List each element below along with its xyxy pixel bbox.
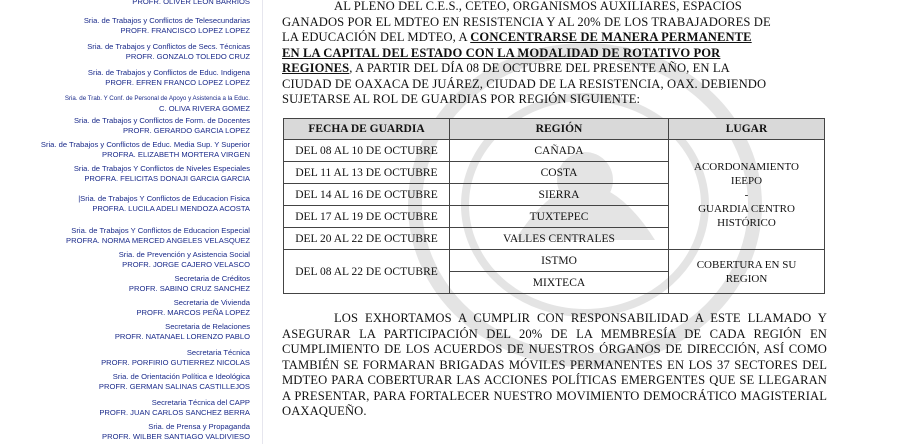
sidebar-entry-name: PROFRA. ELIZABETH MORTERA VIRGEN xyxy=(102,150,250,159)
sidebar-entry-name: PROFR. FRANCISCO LOPEZ LOPEZ xyxy=(120,26,250,35)
sidebar-entry xyxy=(10,372,250,392)
fecha-cell: DEL 20 AL 22 DE OCTUBRE xyxy=(284,228,450,250)
sidebar-entry-name: PROFR. GERARDO GARCIA LOPEZ xyxy=(122,126,250,135)
sidebar-entry-name: PROFR. SABINO CRUZ SANCHEZ xyxy=(128,284,250,293)
column-header: REGIÓN xyxy=(450,119,669,140)
sidebar-entry xyxy=(10,164,250,184)
sidebar-entry-name: PROFR. MARCOS PEÑA LOPEZ xyxy=(136,308,250,317)
sidebar-entry xyxy=(10,116,250,136)
sidebar-entry-name: C. OLIVA RIVERA GOMEZ xyxy=(158,104,250,113)
fecha-cell: DEL 17 AL 19 DE OCTUBRE xyxy=(284,206,450,228)
fecha-cell: DEL 14 AL 16 DE OCTUBRE xyxy=(284,184,450,206)
sidebar-entry-name: PROFR. GERMAN SALINAS CASTILLEJOS xyxy=(98,382,250,391)
sidebar-directory xyxy=(0,0,262,444)
sidebar-entry-name: PROFRA. LUCILA ADELI MENDOZA ACOSTA xyxy=(92,204,250,213)
sidebar-entry-name: PROFR. PORFIRIO GUTIERREZ NICOLAS xyxy=(101,358,250,367)
intro-line: SUJETARSE AL ROL DE GUARDIAS POR REGIÓN SIGUIENTE: xyxy=(282,92,641,106)
lugar-cell xyxy=(669,140,825,250)
region-cell: VALLES CENTRALES xyxy=(450,228,669,250)
column-header: LUGAR xyxy=(669,119,825,140)
table-row xyxy=(284,140,825,162)
lugar-line: REGION xyxy=(725,272,768,285)
sidebar-entry xyxy=(10,42,250,62)
sidebar-entry xyxy=(10,94,250,114)
region-cell: ISTMO xyxy=(450,250,669,272)
sidebar-entry-title: Secretaria de Créditos xyxy=(174,274,250,283)
sidebar-entry-title: Sria. de Trabajos Y Conflictos de Niveles Especiales xyxy=(73,164,250,173)
region-cell: CAÑADA xyxy=(450,140,669,162)
guard-schedule-table xyxy=(283,118,825,294)
sidebar-entry-title: Sria. de Trabajos Y Conflictos de Educacion Especial xyxy=(71,226,250,235)
sidebar-entry xyxy=(10,250,250,270)
region-cell: MIXTECA xyxy=(450,272,669,294)
lugar-line: - xyxy=(744,188,749,201)
intro-text: , A PARTIR DEL DÍA 08 DE OCTUBRE DEL PRESENTE AÑO, EN LA xyxy=(349,61,730,75)
lugar-line: IEEPO xyxy=(730,174,763,187)
column-header: FECHA DE GUARDIA xyxy=(284,119,450,140)
sidebar-entry-title: Secretaria de Relaciones xyxy=(165,322,250,331)
sidebar-entry-name: PROFR. EFREN FRANCO LOPEZ LOPEZ xyxy=(105,78,250,87)
intro-line: GANADOS POR EL MDTEO EN RESISTENCIA Y AL 20% DE LOS TRABAJADORES DE xyxy=(282,14,771,29)
sidebar-entry-name: PROFR. JUAN CARLOS SANCHEZ BERRA xyxy=(99,408,250,417)
sidebar-entry xyxy=(10,140,250,160)
sidebar-entry-title: Sria. de Trabajos y Conflictos de Form. de Docentes xyxy=(73,116,250,125)
sidebar-entry xyxy=(10,0,250,7)
sidebar-entry-title: Sria. de Trab. Y Conf. de Personal de Apoyo y Asistencia a la Educ. xyxy=(64,95,250,102)
intro-text: LA EDUCACIÓN DEL MDTEO, A xyxy=(282,30,471,44)
sidebar-entry xyxy=(10,274,250,294)
intro-line: CIUDAD DE OAXACA DE JUÁREZ, CIUDAD DE LA RESISTENCIA, OAX. DEBIENDO xyxy=(282,76,767,91)
sidebar-entry xyxy=(10,348,250,368)
closing-paragraph: LOS EXHORTAMOS A CUMPLIR CON RESPONSABILIDAD A ESTE LLAMADO Y ASEGURAR LA PARTICIPACIÓN DEL 20% DE LA MEMBRESÍA DE CADA REGIÓN EN CUMPLIMIENTO DE LOS ACUERDOS DE NUESTROS ÓRGANOS DE DIRECCIÓN, ASÍ COMO TAMBIÉN SE FORMARAN BRIGADAS MÓVILES PERMANENTES EN LOS 37 SECTORES DEL MDTEO PARA COBERTURAR LAS ACCIONES POLÍTICAS EMERGENTES QUE SE LLEGARAN A PRESENTAR, PARA FORTALECER NUESTRO MOVIMIENTO DEMOCRÁTICO MAGISTERIAL OAXAQUEÑO. xyxy=(282,311,827,418)
sidebar-entry xyxy=(10,322,250,342)
region-cell: TUXTEPEC xyxy=(450,206,669,228)
fecha-cell: DEL 08 AL 22 DE OCTUBRE xyxy=(284,250,450,294)
sidebar-entry-name: PROFRA. NORMA MERCED ANGELES VELASQUEZ xyxy=(66,236,250,245)
sidebar-entry xyxy=(10,298,250,318)
region-cell: SIERRA xyxy=(450,184,669,206)
sidebar-entry-name: PROFR. WILBER SANTIAGO VALDIVIESO xyxy=(102,432,250,441)
sidebar-entry xyxy=(10,422,250,442)
highlight-line: EN LA CAPITAL DEL ESTADO CON LA MODALIDAD DE ROTATIVO POR xyxy=(282,45,721,60)
intro-line xyxy=(282,30,827,46)
highlight-text: CONCENTRARSE DE MANERA PERMANENTE xyxy=(470,30,752,44)
sidebar-entry xyxy=(10,398,250,418)
sidebar-entry-title: Sria. de Trabajos y Conflictos de Educ. Indigena xyxy=(87,68,250,77)
sidebar-entry-name: PROFR. JORGE CAJERO VELASCO xyxy=(122,260,250,269)
sidebar-entry-title: Secretaria Técnica del CAPP xyxy=(151,398,250,407)
sidebar-entry-title: Sria. de Trabajos y Conflictos de Telesecundarias xyxy=(83,16,250,25)
sidebar-entry-title: Sria. de Orientación Política e Ideológica xyxy=(112,372,250,381)
sidebar-entry-name: PROFR. OLIVER LEON BARRIOS xyxy=(132,0,250,6)
table-row xyxy=(284,250,825,272)
sidebar-entry-title: Secretaria Técnica xyxy=(186,348,250,357)
lugar-line: COBERTURA EN SU xyxy=(696,258,797,271)
sidebar-entry-name: PROFRA. FELICITAS DONAJI GARCIA GARCIA xyxy=(84,174,250,183)
intro-line xyxy=(282,61,827,77)
lugar-cell xyxy=(669,250,825,294)
sidebar-divider xyxy=(262,0,263,444)
sidebar-entry-title: Secretaria de Vivienda xyxy=(173,298,250,307)
sidebar-entry xyxy=(10,226,250,246)
sidebar-entry-title: Sria. de Prevención y Asistencia Social xyxy=(118,250,250,259)
sidebar-entry xyxy=(10,68,250,88)
lugar-line: ACORDONAMIENTO xyxy=(694,160,799,173)
intro-paragraph xyxy=(282,0,827,108)
table-header-row xyxy=(284,119,825,140)
lugar-line: HISTÓRICO xyxy=(717,216,776,229)
lugar-line: GUARDIA CENTRO xyxy=(698,202,795,215)
sidebar-entry xyxy=(10,194,250,214)
sidebar-entry-title: |Sria. de Trabajos Y Conflictos de Educacion Fisica xyxy=(78,194,250,203)
fecha-cell: DEL 08 AL 10 DE OCTUBRE xyxy=(284,140,450,162)
region-cell: COSTA xyxy=(450,162,669,184)
highlight-text: REGIONES xyxy=(282,61,350,75)
sidebar-entry-name: PROFR. NATANAEL LORENZO PABLO xyxy=(114,332,250,341)
sidebar-entry-name: PROFR. GONZALO TOLEDO CRUZ xyxy=(125,52,250,61)
sidebar-entry-title: Sria. de Trabajos y Conflictos de Secs. Técnicas xyxy=(87,42,250,51)
fecha-cell: DEL 11 AL 13 DE OCTUBRE xyxy=(284,162,450,184)
sidebar-entry-title: Sria. de Trabajos y Conflictos de Educ. Media Sup. Y Superior xyxy=(40,140,250,149)
sidebar-entry-title: Sria. de Prensa y Propaganda xyxy=(148,422,250,431)
sidebar-entry xyxy=(10,16,250,36)
intro-line: AL PLENO DEL C.E.S., CETEO, ORGANISMOS AUXILIARES, ESPACIOS xyxy=(334,0,742,13)
